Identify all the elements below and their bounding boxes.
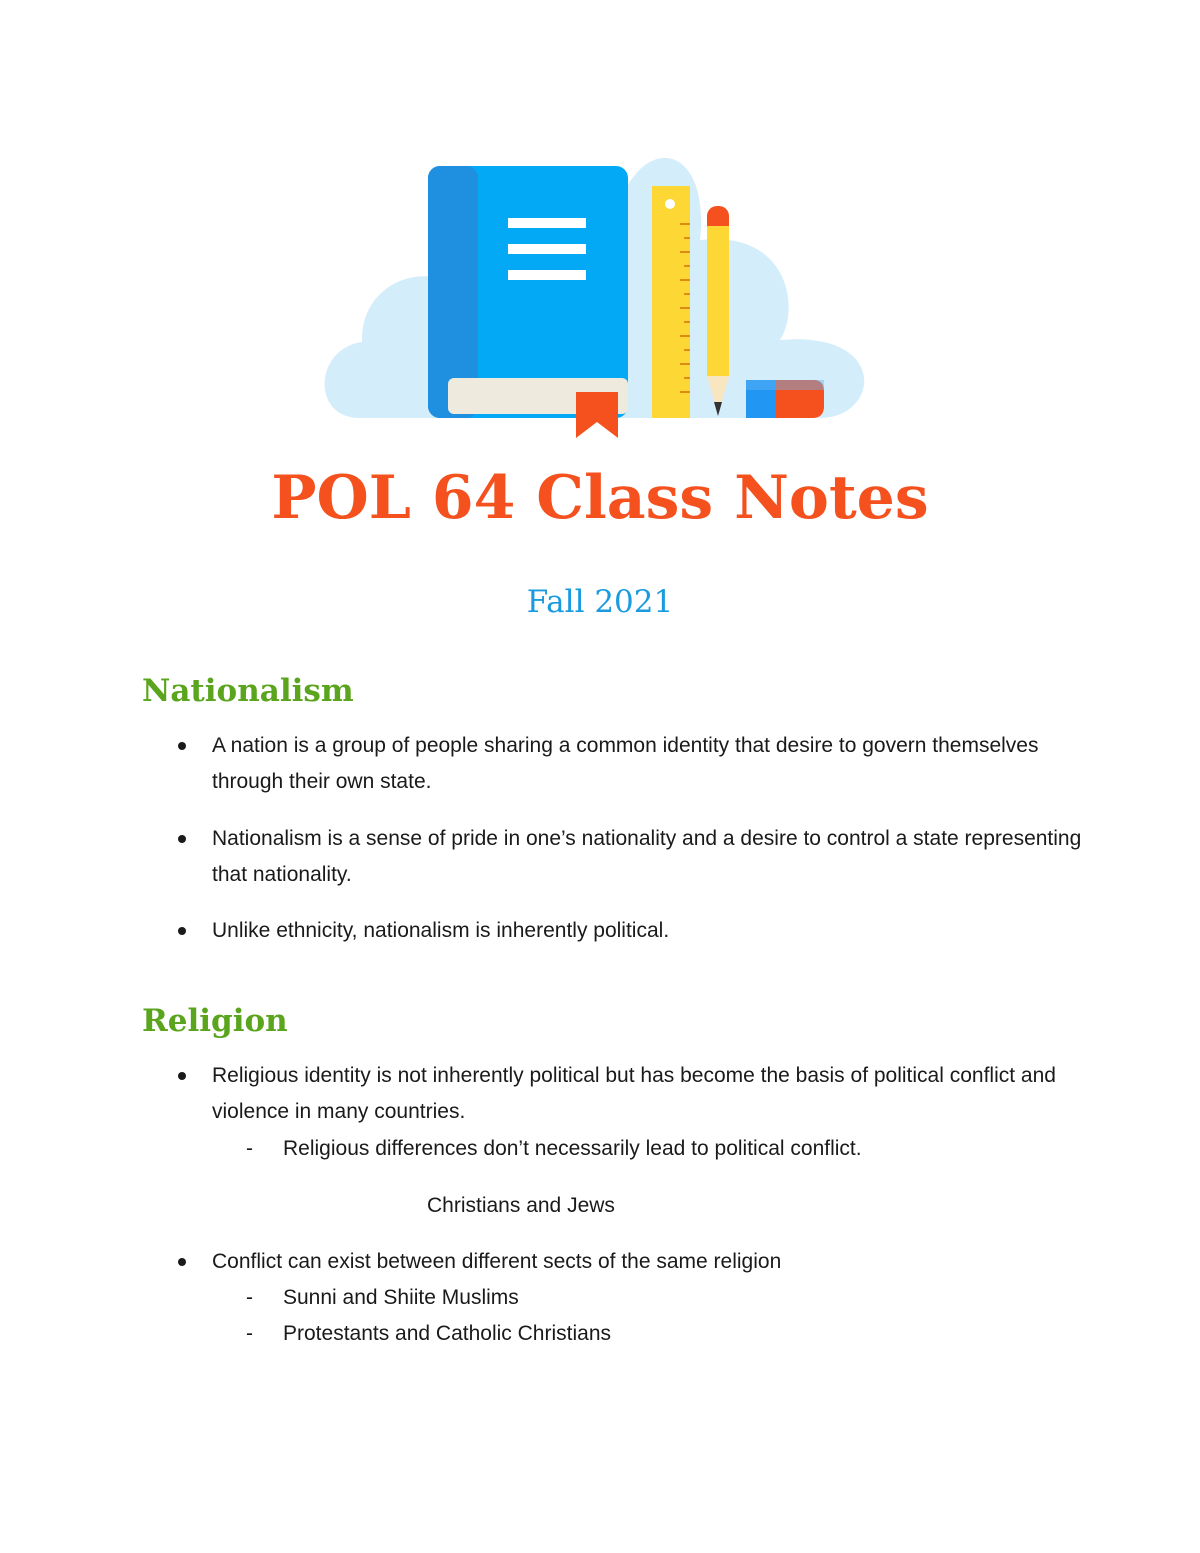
list-item xyxy=(212,728,1092,800)
sub-list-item-text: Religious differences don’t necessarily lead to political conflict. xyxy=(283,1137,862,1160)
ruler-icon xyxy=(652,186,690,418)
sub-list-item xyxy=(246,1280,1103,1316)
bullet-icon xyxy=(178,927,186,935)
section-heading-nationalism: Nationalism xyxy=(142,673,354,709)
bullet-icon xyxy=(178,742,186,750)
book-icon xyxy=(428,166,628,418)
list-item-text: A nation is a group of people sharing a common identity that desire to govern themselves through their own state. xyxy=(212,734,1039,793)
list-item-text: Nationalism is a sense of pride in one’s nationality and a desire to control a state representing that nationality. xyxy=(212,827,1082,886)
sub-list-item-text: Sunni and Shiite Muslims xyxy=(283,1286,519,1309)
dash-icon: - xyxy=(246,1322,253,1345)
list-item xyxy=(212,1244,1092,1280)
page-title: POL 64 Class Notes xyxy=(271,463,929,533)
sub-list-item xyxy=(246,1316,1103,1352)
list-item-text: Religious identity is not inherently political but has become the basis of political conflict and violence in many countries. xyxy=(212,1064,1056,1123)
list-item xyxy=(212,913,1092,949)
list-item xyxy=(212,1058,1092,1130)
illustration-svg xyxy=(320,120,880,450)
bullet-icon xyxy=(178,1072,186,1080)
list-item xyxy=(212,821,1092,893)
section-heading-religion: Religion xyxy=(142,1003,288,1039)
list-item-text: Unlike ethnicity, nationalism is inherently political. xyxy=(212,919,670,942)
header-illustration xyxy=(320,120,880,450)
dash-icon: - xyxy=(246,1286,253,1309)
eraser-icon xyxy=(746,380,824,418)
dash-icon: - xyxy=(246,1137,253,1160)
bookmark-icon xyxy=(576,392,618,438)
pencil-icon xyxy=(707,206,729,416)
bullet-icon xyxy=(178,1258,186,1266)
bullet-icon xyxy=(178,835,186,843)
page-subtitle: Fall 2021 xyxy=(526,584,674,620)
list-item-text: Conflict can exist between different sects of the same religion xyxy=(212,1250,782,1273)
sub-list-item-text: Protestants and Catholic Christians xyxy=(283,1322,611,1345)
centered-note: Christians and Jews xyxy=(427,1194,615,1217)
sub-list-item xyxy=(246,1131,1103,1167)
